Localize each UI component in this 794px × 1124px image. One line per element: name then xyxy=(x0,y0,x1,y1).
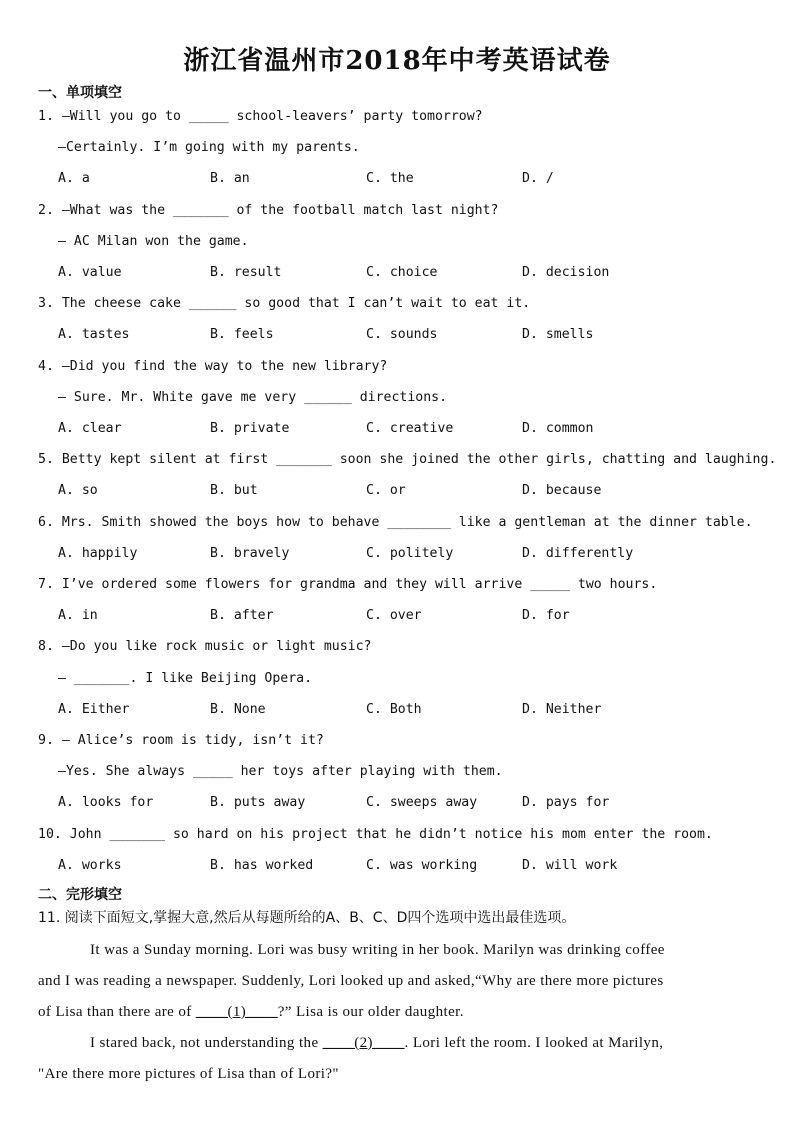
answer-option[interactable]: B. an xyxy=(210,171,250,186)
question-dialogue: —Yes. She always _____ her toys after playing with them. xyxy=(58,764,503,779)
answer-option[interactable]: C. or xyxy=(366,483,406,498)
passage-text: of Lisa than there are of xyxy=(38,1004,196,1020)
question-stem: 8. —Do you like rock music or light music? xyxy=(38,639,372,654)
question-stem: 10. John _______ so hard on his project that he didn’t notice his mom enter the room. xyxy=(38,827,713,842)
answer-option[interactable]: D. pays for xyxy=(522,795,610,810)
section-heading-1: 一、单项填空 xyxy=(38,85,122,101)
answer-option[interactable]: B. private xyxy=(210,421,290,436)
answer-option[interactable]: C. Both xyxy=(366,702,422,717)
answer-option[interactable]: D. differently xyxy=(522,546,634,561)
passage-text: ?” Lisa is our older daughter. xyxy=(277,1004,464,1020)
question-stem: 2. —What was the _______ of the football match last night? xyxy=(38,203,499,218)
passage-line: It was a Sunday morning. Lori was busy writing in her book. Marilyn was drinking coffee xyxy=(90,942,665,958)
cloze-instruction: 11. 阅读下面短文,掌握大意,然后从每题所给的A、B、C、D四个选项中选出最佳选项。 xyxy=(38,910,576,926)
answer-option[interactable]: D. because xyxy=(522,483,602,498)
question-stem: 1. —Will you go to _____ school-leavers’ party tomorrow? xyxy=(38,109,483,124)
answer-option[interactable]: C. over xyxy=(366,608,422,623)
question-dialogue: — AC Milan won the game. xyxy=(58,234,249,249)
answer-option[interactable]: C. creative xyxy=(366,421,454,436)
blank-1: ____(1)____ xyxy=(195,1004,278,1020)
answer-option[interactable]: C. was working xyxy=(366,858,478,873)
answer-option[interactable]: C. choice xyxy=(366,265,438,280)
question-dialogue: — _______. I like Beijing Opera. xyxy=(58,671,313,686)
answer-option[interactable]: B. puts away xyxy=(210,795,306,810)
passage-text: I stared back, not understanding the xyxy=(90,1035,323,1051)
answer-option[interactable]: A. in xyxy=(58,608,98,623)
section-heading-2: 二、完形填空 xyxy=(38,887,122,903)
passage-line xyxy=(90,1034,794,1052)
passage-text: . Lori left the room. I looked at Marilyn, xyxy=(404,1035,664,1051)
answer-option[interactable]: D. for xyxy=(522,608,570,623)
question-stem: 5. Betty kept silent at first _______ soon she joined the other girls, chatting and laughing. xyxy=(38,452,777,467)
question-stem: 4. —Did you find the way to the new library? xyxy=(38,359,388,374)
question-dialogue: —Certainly. I’m going with my parents. xyxy=(58,140,360,155)
passage-line xyxy=(38,1003,758,1021)
answer-option[interactable]: C. the xyxy=(366,171,414,186)
question-stem: 3. The cheese cake ______ so good that I can’t wait to eat it. xyxy=(38,296,531,311)
answer-option[interactable]: A. tastes xyxy=(58,327,130,342)
answer-option[interactable]: A. so xyxy=(58,483,98,498)
answer-option[interactable]: A. clear xyxy=(58,421,122,436)
answer-option[interactable]: C. sweeps away xyxy=(366,795,478,810)
answer-option[interactable]: D. smells xyxy=(522,327,594,342)
answer-option[interactable]: A. looks for xyxy=(58,795,154,810)
answer-option[interactable]: C. politely xyxy=(366,546,454,561)
answer-option[interactable]: B. None xyxy=(210,702,266,717)
question-stem: 6. Mrs. Smith showed the boys how to behave ________ like a gentleman at the dinner table. xyxy=(38,515,753,530)
answer-option[interactable]: B. but xyxy=(210,483,258,498)
answer-option[interactable]: A. works xyxy=(58,858,122,873)
answer-option[interactable]: D. / xyxy=(522,171,554,186)
answer-option[interactable]: B. after xyxy=(210,608,274,623)
page-title: 浙江省温州市2018年中考英语试卷 xyxy=(183,46,611,76)
answer-option[interactable]: A. value xyxy=(58,265,122,280)
answer-option[interactable]: A. a xyxy=(58,171,90,186)
passage-line: and I was reading a newspaper. Suddenly, Lori looked up and asked,“Why are there more pictures xyxy=(38,973,664,989)
answer-option[interactable]: B. feels xyxy=(210,327,274,342)
answer-option[interactable]: A. happily xyxy=(58,546,138,561)
question-stem: 9. — Alice’s room is tidy, isn’t it? xyxy=(38,733,324,748)
question-stem: 7. I’ve ordered some flowers for grandma and they will arrive _____ two hours. xyxy=(38,577,658,592)
answer-option[interactable]: B. bravely xyxy=(210,546,290,561)
answer-option[interactable]: D. Neither xyxy=(522,702,602,717)
answer-option[interactable]: B. result xyxy=(210,265,282,280)
answer-option[interactable]: B. has worked xyxy=(210,858,314,873)
passage-line: "Are there more pictures of Lisa than of Lori?" xyxy=(38,1066,339,1082)
answer-option[interactable]: D. common xyxy=(522,421,594,436)
answer-option[interactable]: D. will work xyxy=(522,858,618,873)
question-dialogue: — Sure. Mr. White gave me very ______ directions. xyxy=(58,390,448,405)
answer-option[interactable]: D. decision xyxy=(522,265,610,280)
blank-2: ____(2)____ xyxy=(322,1035,405,1051)
answer-option[interactable]: C. sounds xyxy=(366,327,438,342)
answer-option[interactable]: A. Either xyxy=(58,702,130,717)
